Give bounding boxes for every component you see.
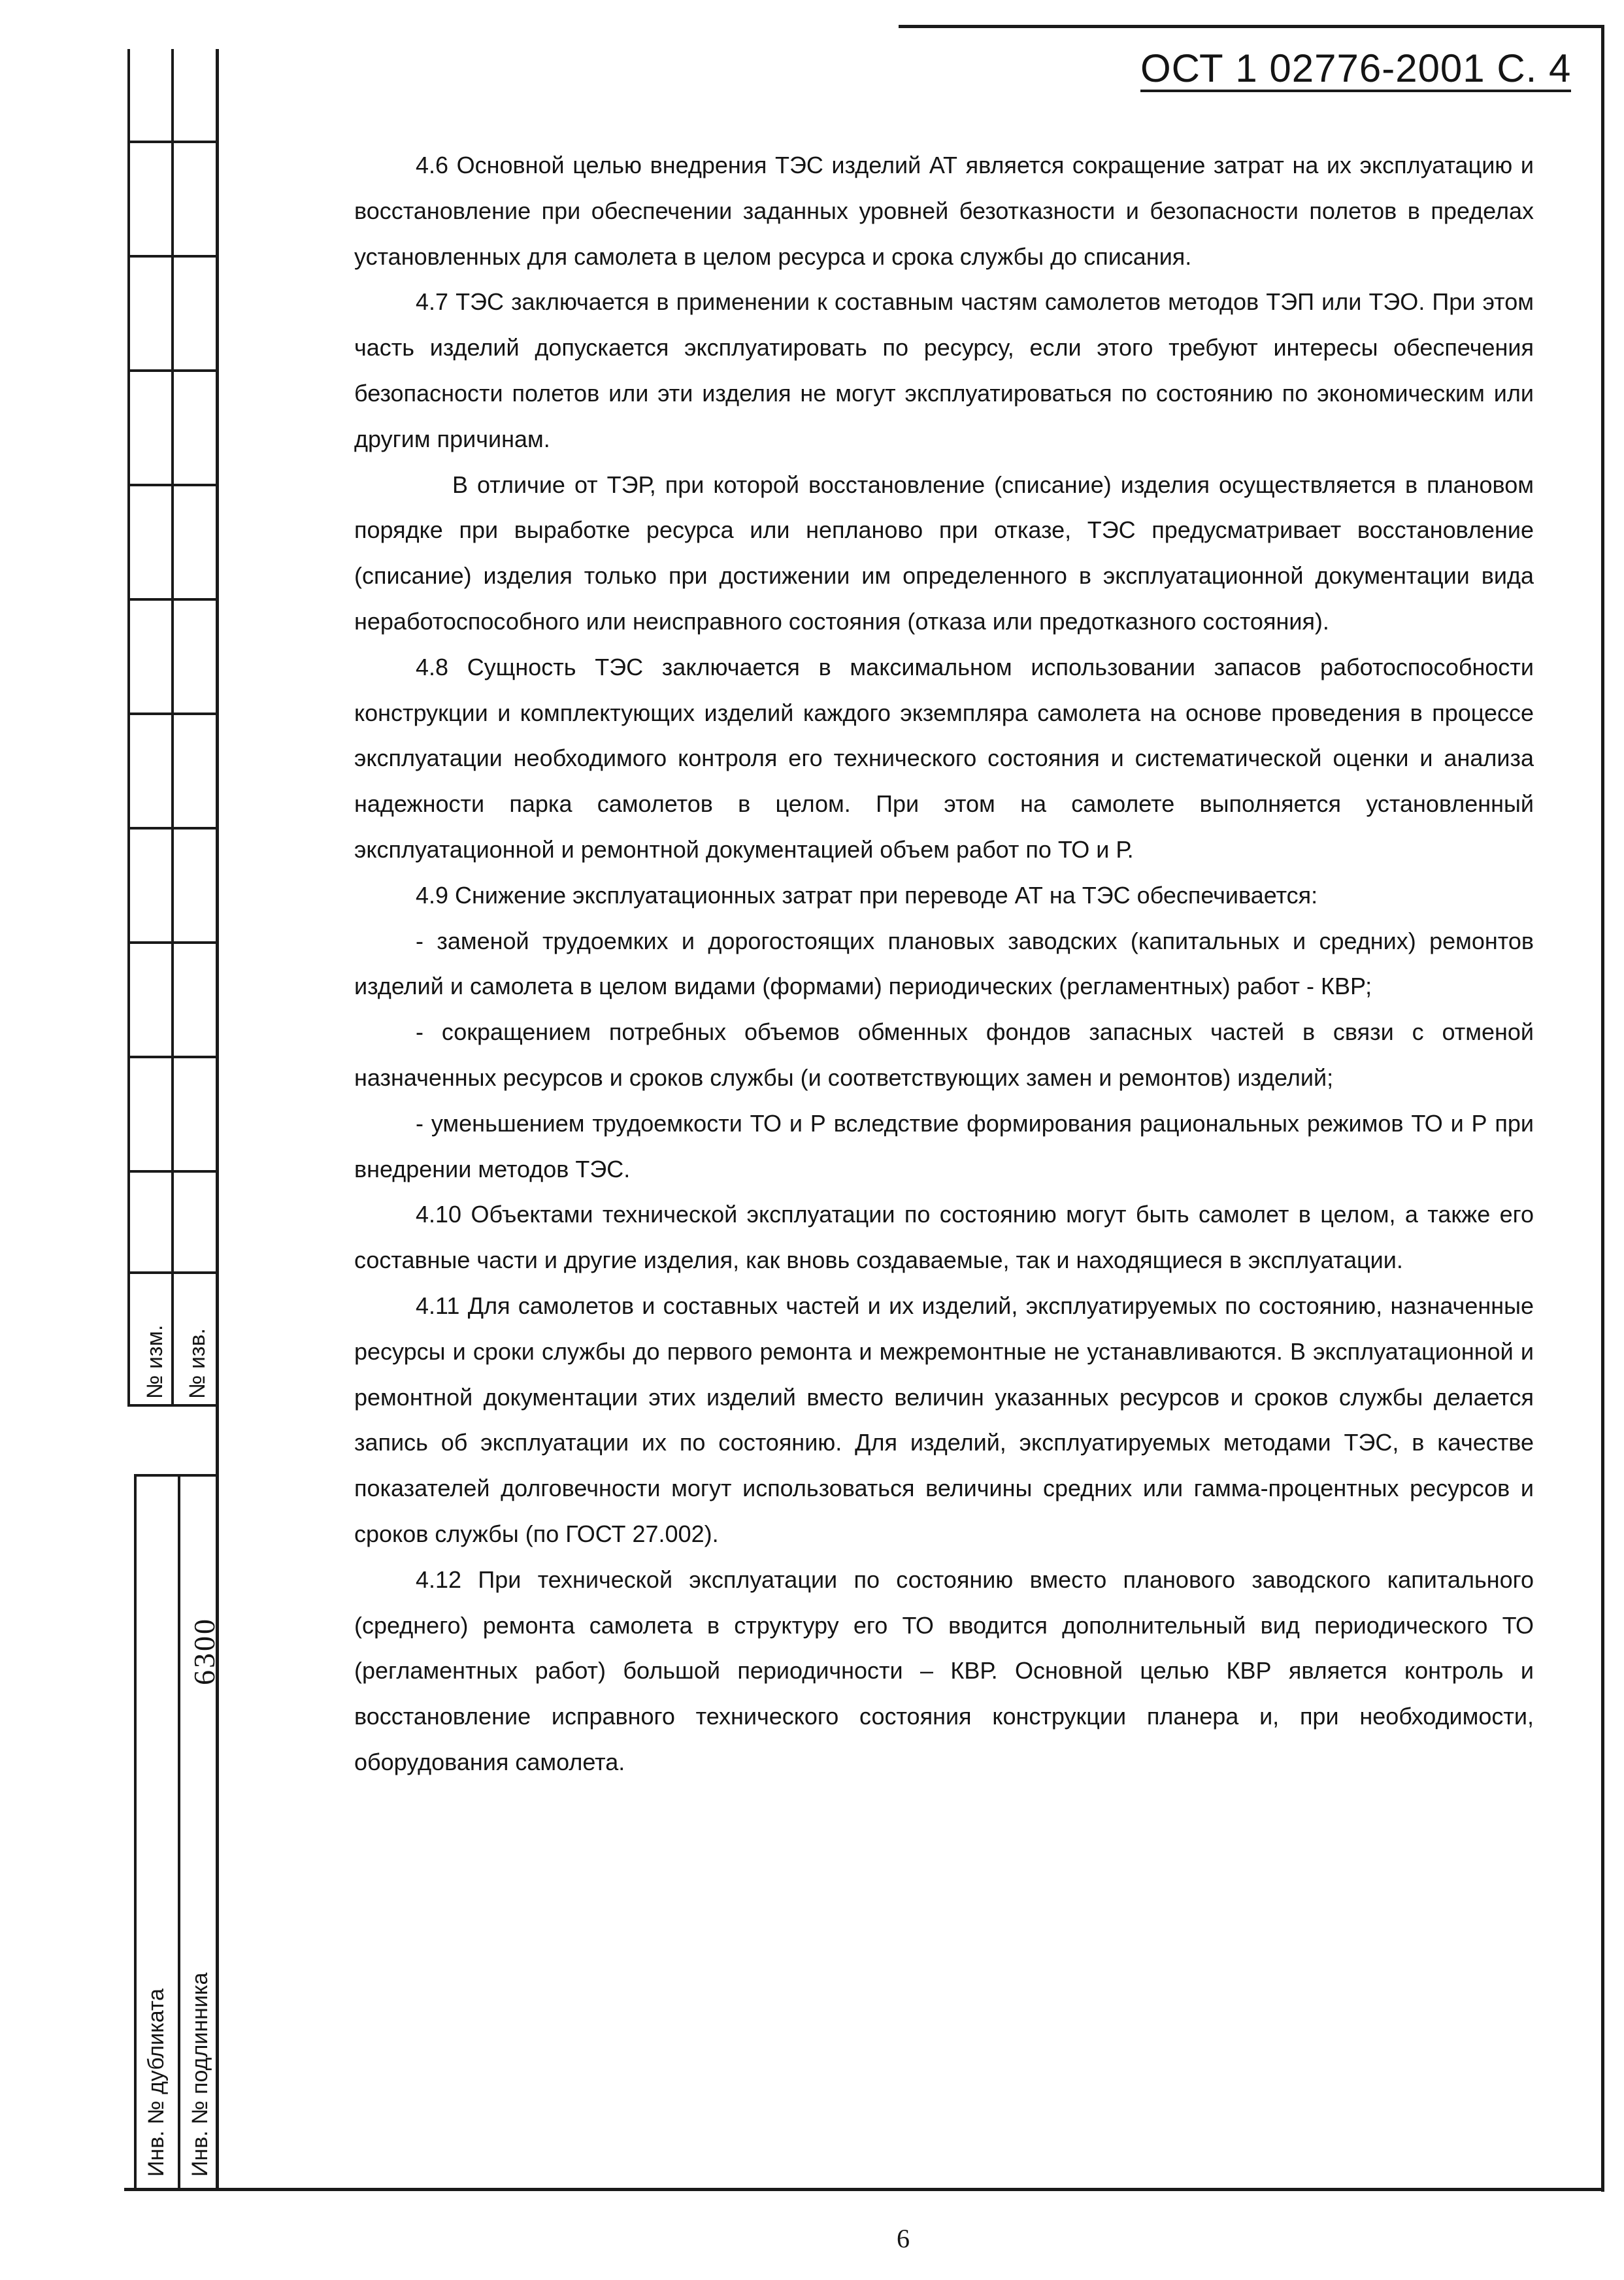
list-item: - уменьшением трудоемкости ТО и Р вследствие формирования рациональных режимов ТО и Р при внедрении методов ТЭС. [354, 1109, 1534, 1182]
margin-strip-line-middle-lower [178, 1474, 180, 2190]
page-number: 6 [897, 2224, 910, 2253]
document-body [354, 142, 1534, 1785]
margin-grid-line [127, 712, 218, 715]
margin-grid-line [127, 484, 218, 486]
paragraph-4-7-cont: В отличие от ТЭР, при которой восстановление (списание) изделия осуществляется в плановом порядке при выработке ресурса или непланово при отказе, ТЭС предусматривает восстановление (списание) изделия только при достижении им определенного в эксплуатационной документации вида неработоспособного или неисправного состояния (отказа или предотказного состояния). [354, 471, 1534, 635]
margin-grid-line [127, 827, 218, 830]
list-item: - заменой трудоемких и дорогостоящих плановых заводских (капитальных и средних) ремонтов изделий и самолета в целом видами (формами) периодических (регламентных) работ - КВР; [354, 927, 1534, 1000]
margin-strip-line-outer [127, 49, 130, 1405]
change-no-label: № изм. [142, 1324, 167, 1399]
paragraph-4-12: 4.12 При технической эксплуатации по состоянию вместо планового заводского капитального (среднего) ремонта самолета в структуру его ТО вводится дополнительный вид периодического ТО (регламентных работ) большой периодичности – КВР. Основной целью КВР является контроль и восстановление исправного технического состояния конструкции планера и, при необходимости, оборудования самолета. [354, 1566, 1534, 1775]
margin-grid-line [127, 598, 218, 601]
margin-grid-line [127, 141, 218, 143]
paragraph-4-10: 4.10 Объектами технической эксплуатации по состоянию могут быть самолет в целом, а также его составные части и другие изделия, как вновь создаваемые, так и находящиеся в эксплуатации. [354, 1201, 1534, 1274]
paragraph-4-11: 4.11 Для самолетов и составных частей и их изделий, эксплуатируемых по состоянию, назначенные ресурсы и сроки службы до первого ремонта и межремонтные не устанавливаются. В эксплуатационной и ремонтной документации этих изделий вместо величин указанных ресурсов и сроков службы делается запись об эксплуатации их по состоянию. Для изделий, эксплуатируемых методами ТЭС, в качестве показателей долговечности могут использоваться величины средних или гамма-процентных ресурсов и сроков службы (по ГОСТ 27.002). [354, 1292, 1534, 1547]
duplicate-inv-label: Инв. № дубликата [144, 1988, 169, 2177]
paragraph-4-6: 4.6 Основной целью внедрения ТЭС изделий АТ является сокращение затрат на их эксплуатацию и восстановление при обеспечении заданных уровней безотказности и безопасности полетов в пределах установленных для самолета в целом ресурса и срока службы до списания. [354, 152, 1534, 270]
original-inv-value: 6300 [188, 1617, 221, 1685]
document-designation: ОСТ 1 02776-2001 С. 4 [1140, 49, 1571, 92]
original-inv-label: Инв. № подлинника [188, 1972, 212, 2177]
margin-grid-line [127, 941, 218, 944]
margin-strip-line-middle [171, 49, 174, 1405]
frame-bottom-border [124, 2188, 1604, 2191]
paragraph-4-7: 4.7 ТЭС заключается в применении к составным частям самолетов методов ТЭП или ТЭО. При этом часть изделий допускается эксплуатировать по ресурсу, если этого требуют интересы обеспечения безопасности полетов или эти изделия не могут эксплуатироваться по состоянию по экономическим или другим причинам. [354, 288, 1534, 452]
frame-top-border [899, 25, 1604, 28]
paragraph-4-8: 4.8 Сущность ТЭС заключается в максимальном использовании запасов работоспособности конструкции и комплектующих изделий каждого экземпляра самолета на основе проведения в процессе эксплуатации необходимого контроля его технического состояния и систематической оценки и анализа надежности парка самолетов в целом. При этом на самолете выполняется установленный эксплуатационной и ремонтной документацией объем работ по ТО и Р. [354, 653, 1534, 863]
margin-grid-line [127, 1170, 218, 1173]
paragraph-4-9: 4.9 Снижение эксплуатационных затрат при переводе АТ на ТЭС обеспечивается: [416, 881, 1318, 909]
list-item: - сокращением потребных объемов обменных фондов запасных частей в связи с отменой назначенных ресурсов и сроков службы (и соответствующих замен и ремонтов) изделий; [354, 1018, 1534, 1091]
margin-grid-line [127, 1271, 218, 1274]
margin-grid-line [127, 369, 218, 372]
notice-no-label: № изв. [185, 1328, 210, 1399]
margin-strip-line-outer-lower [134, 1474, 137, 2190]
frame-right-border [1601, 25, 1604, 2192]
margin-grid-line [127, 255, 218, 258]
margin-grid-line [127, 1404, 218, 1407]
margin-grid-line [134, 1474, 218, 1477]
margin-grid-line [127, 1056, 218, 1058]
